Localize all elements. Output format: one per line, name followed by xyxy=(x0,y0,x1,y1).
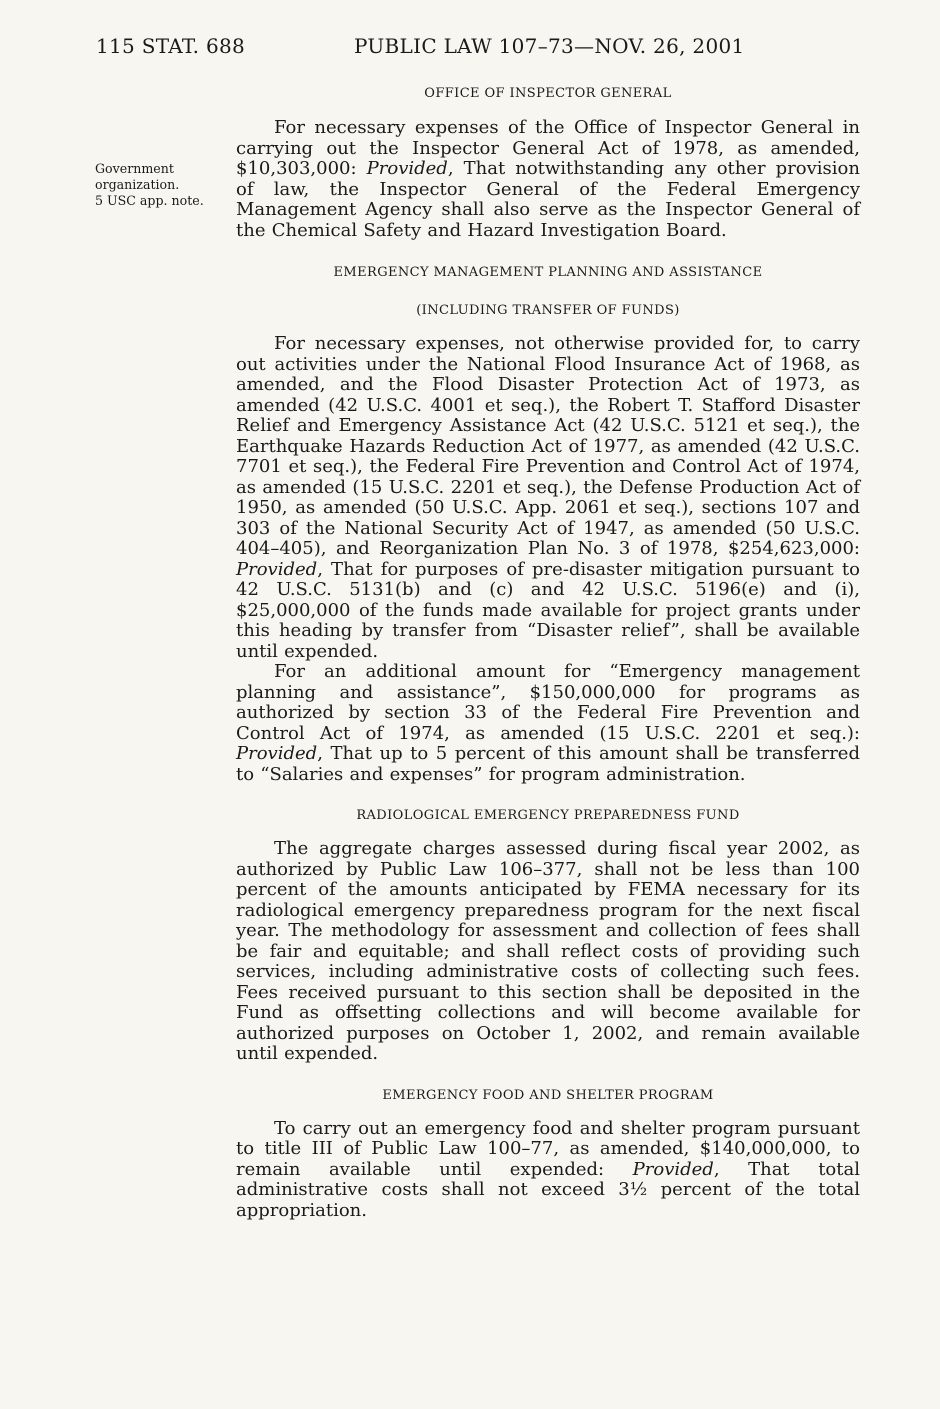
provided-italic: Provided xyxy=(366,158,448,179)
section-heading-repf: RADIOLOGICAL EMERGENCY PREPAREDNESS FUND xyxy=(356,808,740,823)
main-text xyxy=(236,80,860,1221)
margin-note-line: 5 USC app. note. xyxy=(95,193,204,208)
page-header xyxy=(96,34,866,62)
section-heading-oig: OFFICE OF INSPECTOR GENERAL xyxy=(424,86,672,101)
text-run: For necessary expenses of the Office of Inspector General in carrying out the Inspector General Act of 1978, as amended, $10,303,000: xyxy=(236,117,860,179)
section-heading-efsp: EMERGENCY FOOD AND SHELTER PROGRAM xyxy=(382,1087,714,1103)
paragraph-empa-1 xyxy=(236,334,860,662)
text-run: To carry out an emergency food and shelter program pursuant to title III of Public Law 100–77, as amended, $140,000,000, to remain available until expended: xyxy=(236,1117,860,1180)
margin-note-line: Government xyxy=(95,161,174,176)
margin-note-line: organization. xyxy=(95,177,180,192)
margin-note xyxy=(95,161,230,209)
text-run: , That notwithstanding any other provision of law, the Inspector General of the Federal Emergency Management Agency shall also serve as the Inspector General of the Chemical Safety and Hazard Investigation Board. xyxy=(236,158,860,241)
text-run: , That total administrative costs shall not exceed 3½ percent of the total appropriation. xyxy=(236,1158,860,1221)
text-run: , That up to 5 percent of this amount shall be transferred to “Salaries and expenses” for program administration. xyxy=(236,743,860,785)
statute-page-reference: 115 STAT. 688 xyxy=(96,34,246,58)
provided-italic: Provided xyxy=(236,558,318,580)
text-run: For an additional amount for “Emergency management planning and assistance”, $150,000,000 for programs as authorized by section 33 of the Federal Fire Prevention and Control Act of 1974, as amended (15 U.S.C. 2201 et seq.): xyxy=(236,661,860,744)
section-heading-empa: EMERGENCY MANAGEMENT PLANNING AND ASSISTANCE xyxy=(333,265,763,280)
paragraph-oig xyxy=(236,118,860,241)
text-run: For necessary expenses, not otherwise provided for, to carry out activities under the National Flood Insurance Act of 1968, as amended, and the Flood Disaster Protection Act of 1973, as amended (42 U.S.C. 4001 et seq.), the Robert T. Stafford Disaster Relief and Emergency Assistance Act (42 U.S.C. 5121 et seq.), the Earthquake Hazards Reduction Act of 1977, as amended (42 U.S.C. 7701 et seq.), the Federal Fire Prevention and Control Act of 1974, as amended (15 U.S.C. 2201 et seq.), the Defense Production Act of 1950, as amended (50 U.S.C. App. 2061 et seq.), sections 107 and 303 of the National Security Act of 1947, as amended (50 U.S.C. 404–405), and Reorganization Plan No. 3 of 1978, $254,623,000: xyxy=(236,333,860,559)
provided-italic: Provided xyxy=(236,743,318,764)
provided-italic: Provided xyxy=(632,1158,714,1180)
paragraph-efsp xyxy=(236,1119,860,1222)
section-subheading-empa: (INCLUDING TRANSFER OF FUNDS) xyxy=(416,303,680,318)
text-run: , That for purposes of pre-disaster mitigation pursuant to 42 U.S.C. 5131(b) and (c) and 42 U.S.C. 5196(e) and (i), $25,000,000 of the funds made available for project grants under this heading by transfer from “Disaster relief”, shall be available until expended. xyxy=(236,558,860,662)
public-law-citation: PUBLIC LAW 107–73—NOV. 26, 2001 xyxy=(354,34,745,58)
paragraph-empa-2 xyxy=(236,662,860,785)
paragraph-repf: The aggregate charges assessed during fiscal year 2002, as authorized by Public Law 106–377, shall not be less than 100 percent of the amounts anticipated by FEMA necessary for its radiological emergency preparedness program for the next fiscal year. The methodology for assessment and collection of fees shall be fair and equitable; and shall reflect costs of providing such services, including administrative costs of collecting such fees. Fees received pursuant to this section shall be deposited in the Fund as offsetting collections and will become available for authorized purposes on October 1, 2002, and remain available until expended. xyxy=(236,838,860,1064)
